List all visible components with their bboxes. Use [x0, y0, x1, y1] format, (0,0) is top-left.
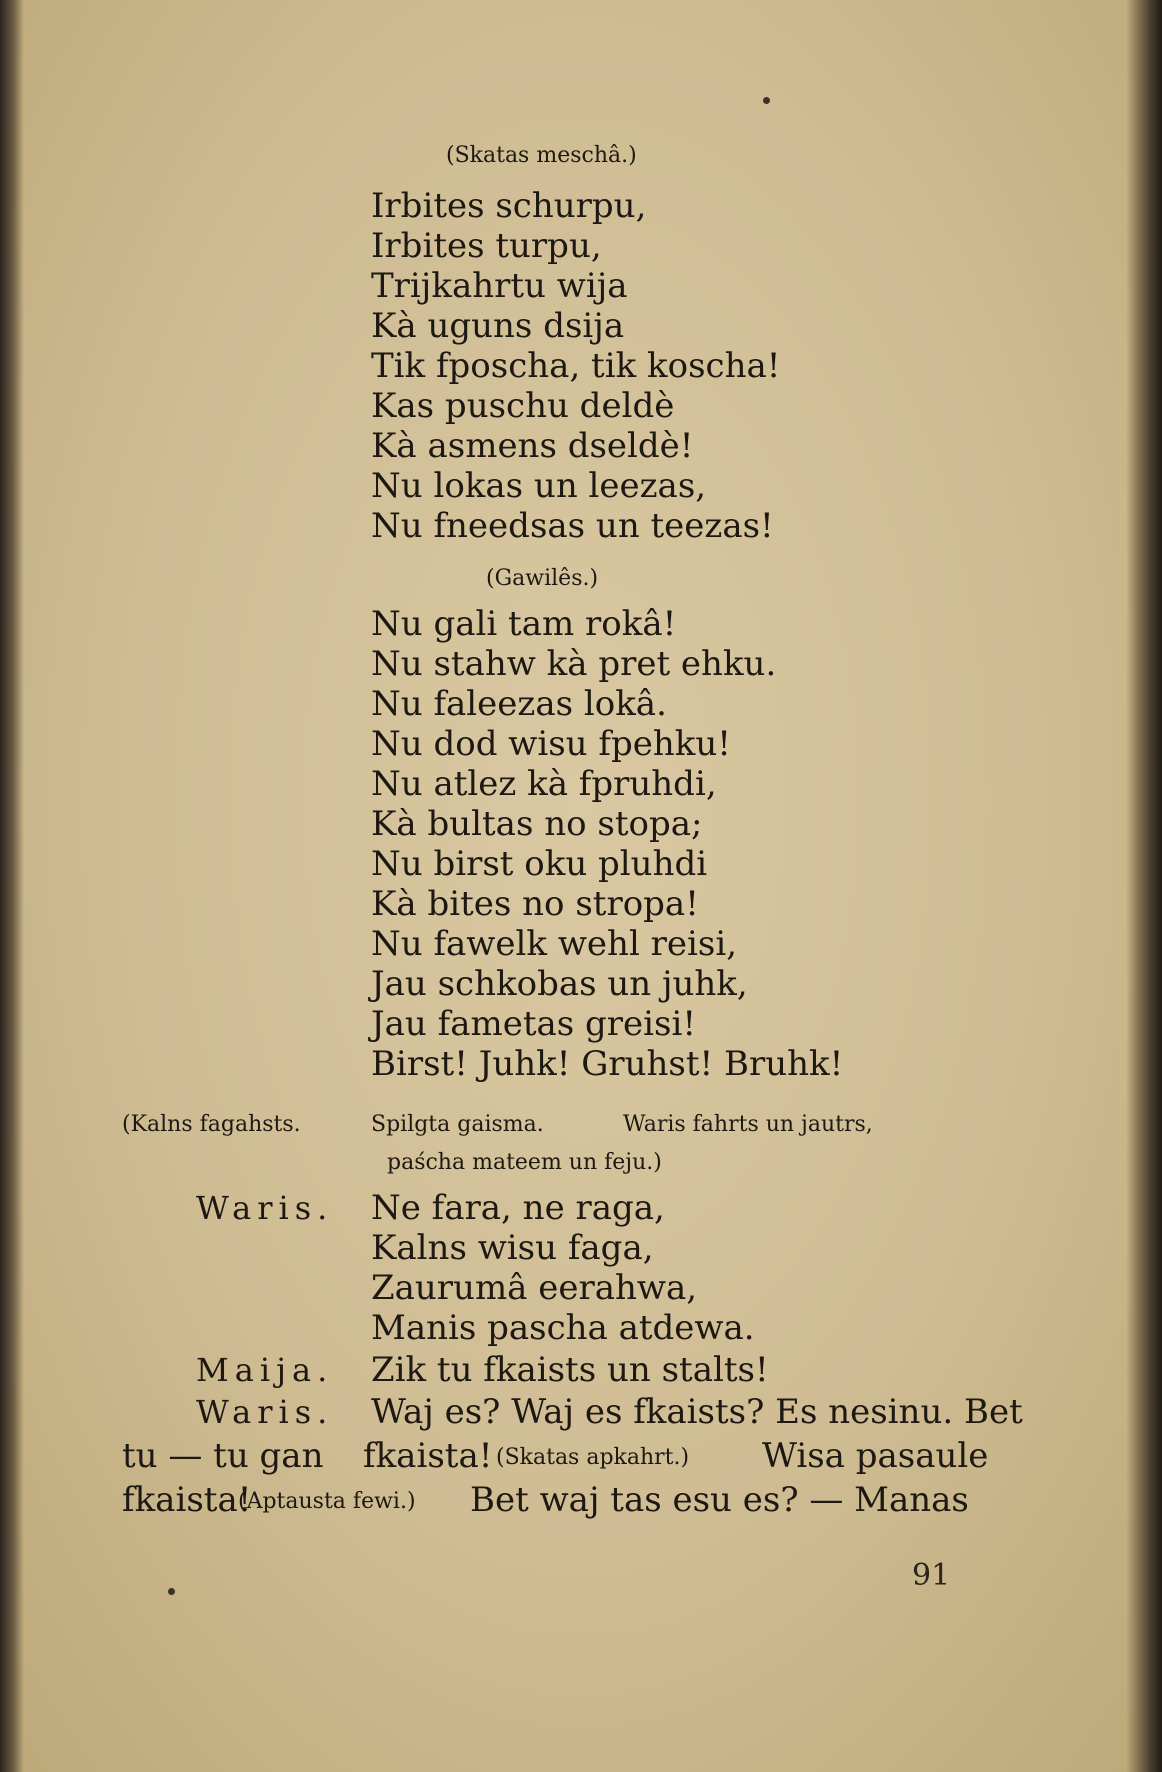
speaker-name: Waris. [196, 1393, 334, 1431]
stage-direction: (Skatas apkahrt.) [496, 1445, 690, 1470]
verse-line: Nu stahw kà pret ehku. [371, 644, 777, 684]
verse-line: Zik tu fkaists un stalts! [371, 1350, 769, 1390]
page-number: 91 [912, 1558, 951, 1593]
verse-line: Nu fawelk wehl reisi, [371, 924, 737, 964]
prose-line: tu — tu gan [122, 1436, 324, 1476]
verse-line: Birst! Juhk! Gruhst! Bruhk! [371, 1044, 844, 1084]
stage-direction: Spilgta gaisma. [371, 1112, 544, 1137]
verse-line: Ne fara, ne raga, [371, 1188, 665, 1228]
verse-line: Nu faleezas lokâ. [371, 684, 667, 724]
verse-line: Nu dod wisu fpehku! [371, 724, 731, 764]
ink-speck [763, 97, 770, 104]
prose-line: fkaista! [122, 1480, 252, 1520]
verse-line: Kà bites no stropa! [371, 884, 699, 924]
ink-speck [168, 1588, 175, 1595]
prose-line: Wisa pasaule [762, 1436, 989, 1476]
stage-direction: (Gawilês.) [486, 566, 599, 591]
prose-line: Bet waj tas esu es? — Manas [470, 1480, 969, 1520]
verse-line: Nu atlez kà fpruhdi, [371, 764, 717, 804]
stage-direction: (Kalns fagahsts. [122, 1112, 301, 1137]
page-edge-shadow [1126, 0, 1162, 1772]
page-gutter-shadow [0, 0, 24, 1772]
verse-line: Irbites schurpu, [371, 186, 647, 226]
speaker-name: Maija. [196, 1351, 334, 1389]
speaker-name: Waris. [196, 1189, 334, 1227]
verse-line: Trijkahrtu wija [371, 266, 628, 306]
verse-line: Jau fametas greisi! [371, 1004, 697, 1044]
stage-direction: paścha mateem un feju.) [387, 1150, 662, 1175]
stage-direction: Waris fahrts un jautrs, [623, 1112, 873, 1137]
verse-line: Nu gali tam rokâ! [371, 604, 677, 644]
verse-line: Nu fneedsas un teezas! [371, 506, 774, 546]
verse-line: Manis pascha atdewa. [371, 1308, 755, 1348]
verse-line: Irbites turpu, [371, 226, 602, 266]
verse-line: Jau schkobas un juhk, [371, 964, 748, 1004]
verse-line: Kà bultas no stopa; [371, 804, 703, 844]
stage-direction: (Skatas meschâ.) [446, 143, 637, 168]
verse-line: Kà uguns dsija [371, 306, 625, 346]
verse-line: Kas puschu deldè [371, 386, 675, 426]
verse-line: Nu birst oku pluhdi [371, 844, 708, 884]
prose-line: Waj es? Waj es fkaists? Es nesinu. Bet [371, 1392, 1023, 1432]
verse-line: Nu lokas un leezas, [371, 466, 707, 506]
verse-line: Kà asmens dseldè! [371, 426, 694, 466]
prose-line: fkaista! [363, 1436, 493, 1476]
stage-direction: (Aptausta fewi.) [238, 1489, 416, 1514]
verse-line: Tik fposcha, tik koscha! [371, 346, 781, 386]
verse-line: Kalns wisu faga, [371, 1228, 654, 1268]
verse-line: Zaurumâ eerahwa, [371, 1268, 698, 1308]
